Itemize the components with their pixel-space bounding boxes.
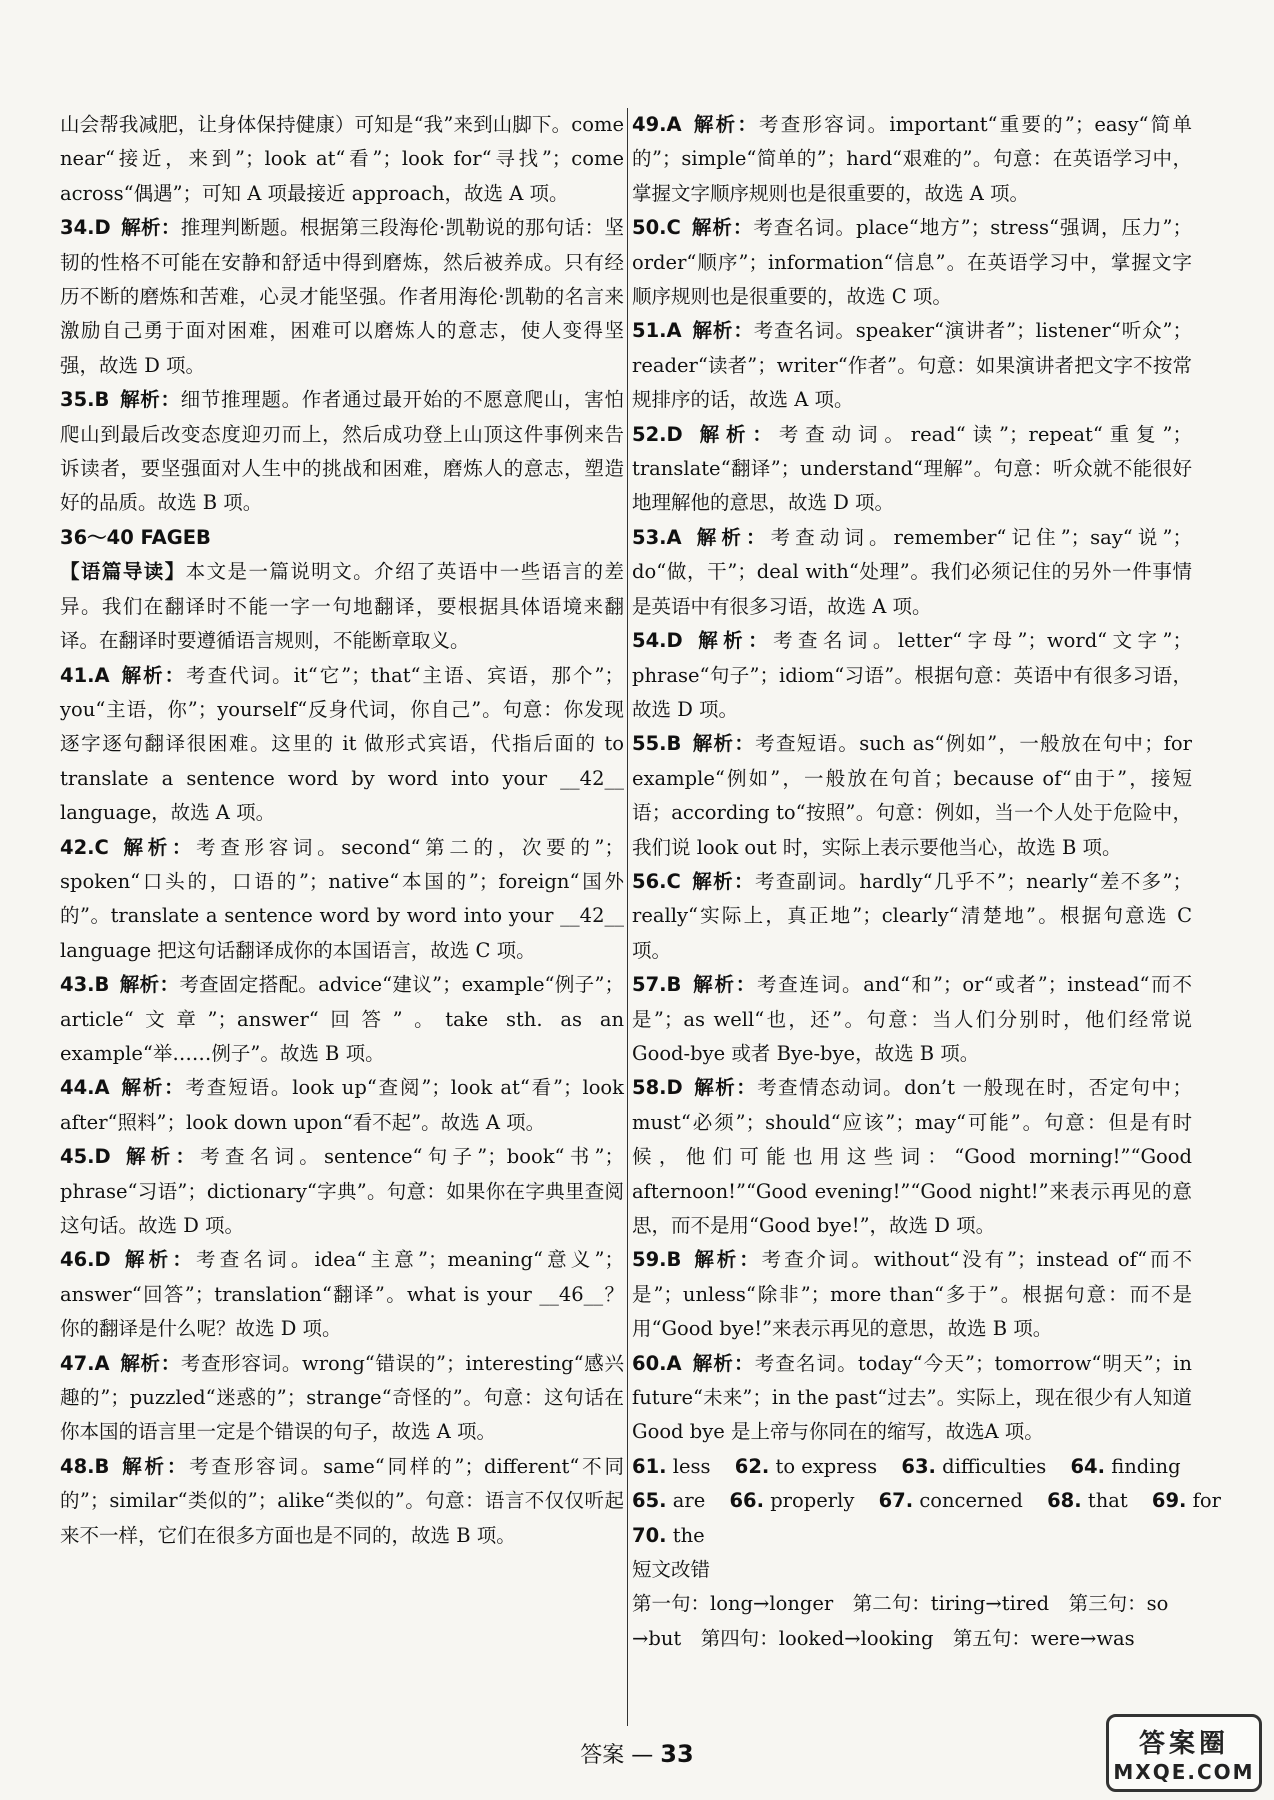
fill-answer-63: 63. difficulties (901, 1454, 1047, 1478)
item-text: 考查名词。idea“主意”；meaning“意义”；answer“回答”；translation“翻译”。what is your __46__？你的翻译是什么呢？故选 D 项。 (60, 1248, 624, 1341)
answer-item-34 (60, 211, 624, 383)
site-watermark-logo (1106, 1714, 1262, 1792)
analysis-tag: 解析： (690, 216, 754, 240)
analysis-tag: 解析： (120, 1145, 201, 1169)
item-number: 42.C (60, 835, 109, 859)
answer-item-57 (632, 968, 1192, 1071)
item-number: 52.D (632, 422, 683, 446)
item-text: 考查情态动词。don’t 一般现在时，否定句中；must“必须”；should“应该”；may“可能”。句意：但是有时候，他们可能也用这些词：“Good morning!”“Good afternoon!”“Good evening!”“Good night!”来表示再见的意思，而不是用“Good bye!”，故选 D 项。 (632, 1076, 1192, 1237)
analysis-tag: 解析： (119, 663, 187, 687)
analysis-tag: 解析： (691, 113, 760, 136)
analysis-tag: 解析： (120, 216, 181, 240)
fill-answers-row-1 (632, 1450, 1192, 1484)
item-text: 考查形容词。wrong“错误的”；interesting“感兴趣的”；puzzled“迷惑的”；strange“奇怪的”。句意：这句话在你本国的语言里一定是个错误的句子，故选 A 项。 (60, 1351, 624, 1444)
item-text: 考查名词。sentence“句子”；book“书”；phrase“习语”；dictionary“字典”。句意：如果你在字典里查阅这句话。故选 D 项。 (60, 1145, 624, 1237)
item-text: 考查连词。and“和”；or“或者”；instead“而不是”；as well“也，还”。句意：当人们分别时，他们经常说 Good-bye 或者 Bye-bye，故选 B 项。 (632, 973, 1192, 1065)
fill-answer-64: 64. finding (1070, 1454, 1181, 1478)
item-text: 考查短语。such as“例如”，一般放在句中；for example“例如”，一般放在句首；because of“由于”，接短语；according to“按照”。句意：例如，当一个人处于危险中，我们说 look out 时，实际上表示要他当心，故选 B 项。 (632, 732, 1192, 859)
fill-answers-row-2 (632, 1484, 1221, 1518)
item-number: 60.A (632, 1351, 682, 1375)
item-number: 35.B (60, 388, 110, 412)
analysis-tag: 解析： (691, 1351, 755, 1375)
answer-item-51 (632, 314, 1192, 417)
items-group-a (60, 211, 624, 521)
answer-item-47 (60, 1347, 624, 1450)
item-text: 考查形容词。second“第二的，次要的”；spoken“口头的，口语的”；native“本国的”；foreign“国外的”。translate a sentence word by word into your __42__ language 把这句话翻译成你的本国语言，故选 C 项。 (60, 835, 624, 962)
answer-item-54 (632, 624, 1192, 727)
analysis-tag: 解析： (118, 835, 197, 859)
fill-answer-70: 70. the (632, 1523, 705, 1547)
analysis-tag: 解析： (691, 319, 754, 343)
item-text: 考查形容词。important“重要的”；easy“简单的”；simple“简单的”；hard“艰难的”。句意：在英语学习中，掌握文字顺序规则也是很重要的，故选 A 项。 (632, 113, 1192, 205)
item-number: 34.D (60, 216, 111, 240)
item-text: 细节推理题。作者通过最开始的不愿意爬山，害怕爬山到最后改变态度迎刃而上，然后成功登上山顶这件事例来告诉读者，要坚强面对人生中的挑战和困难，磨炼人的意志，塑造好的品质。故选 B 项。 (60, 388, 624, 515)
item-text: 推理判断题。根据第三段海伦·凯勒说的那句话：坚韧的性格不可能在安静和舒适中得到磨炼，然后被养成。只有经历不断的磨炼和苦难，心灵才能坚强。作者用海伦·凯勒的名言来激励自己勇于面对困难，困难可以磨炼人的意志，使人变得坚强，故选 D 项。 (60, 216, 624, 377)
guide-label: 【语篇导读】 (60, 560, 186, 584)
footer-label: 答案 — (580, 1743, 654, 1768)
analysis-tag: 解析： (119, 388, 181, 412)
fill-answer-65: 65. are (632, 1489, 706, 1513)
passage-guide (60, 555, 624, 658)
answer-item-56 (632, 865, 1192, 968)
correction-line-1: 第一句：long→longer 第二句：tiring→tired 第三句：so (632, 1592, 1169, 1616)
analysis-tag: 解析： (119, 1351, 181, 1375)
item-number: 45.D (60, 1145, 111, 1169)
fill-answer-62: 62. to express (734, 1454, 878, 1478)
item-number: 48.B (60, 1454, 110, 1478)
answer-item-45 (60, 1140, 624, 1243)
item-text: 考查名词。speaker“演讲者”；listener“听众”；reader“读者”；writer“作者”。句意：如果演讲者把文字不按常规排序的话，故选 A 项。 (632, 319, 1192, 412)
item-number: 56.C (632, 869, 681, 893)
page-number: 33 (660, 1740, 694, 1768)
item-text: 考查短语。look up“查阅”；look at“看”；look after“照料”；look down upon“看不起”。故选 A 项。 (60, 1076, 624, 1134)
correction-line-2: →but 第四句：looked→looking 第五句：were→was (632, 1626, 1135, 1650)
items-group-b (60, 659, 624, 1554)
analysis-tag: 解析： (119, 973, 180, 997)
answer-item-44 (60, 1071, 624, 1140)
item-number: 43.B (60, 973, 110, 997)
item-text: 考查名词。letter“字母”；word“文字”；phrase“句子”；idiom“习语”。根据句意：英语中有很多习语，故选 D 项。 (632, 629, 1192, 721)
item-text: 考查代词。it“它”；that“主语、宾语，那个”；you“主语，你”；yourself“反身代词，你自己”。句意：你发现逐字逐句翻译很困难。这里的 it 做形式宾语，代指后面的 to translate a sentence word by word into your __42__ language，故选 A 项。 (60, 663, 624, 825)
answer-item-58 (632, 1071, 1192, 1243)
analysis-tag: 解析： (120, 1248, 197, 1272)
answer-item-52 (632, 418, 1192, 521)
left-column (60, 108, 624, 1553)
correction-title: 短文改错 (632, 1558, 711, 1582)
item-number: 49.A (632, 113, 682, 136)
watermark-line-1: 答案圈 (1138, 1728, 1229, 1759)
answer-item-55 (632, 727, 1192, 865)
analysis-tag: 解析： (690, 869, 755, 893)
item-number: 57.B (632, 973, 682, 997)
answer-item-60 (632, 1347, 1192, 1450)
right-column (632, 108, 1221, 1656)
item-number: 41.A (60, 663, 110, 687)
item-text: 考查介词。without“没有”；instead of“而不是”；unless“除非”；more than“多于”。根据句意：而不是用“Good bye!”来表示再见的意思，故选 B 项。 (632, 1248, 1192, 1341)
item-text: 考查形容词。same“同样的”；different“不同的”；similar“类似的”；alike“类似的”。句意：语言不仅仅听起来不一样，它们在很多方面也是不同的，故选 B 项。 (60, 1454, 624, 1547)
analysis-tag: 解析： (691, 732, 756, 756)
answer-item-43 (60, 968, 624, 1071)
answer-item-49 (632, 108, 1192, 211)
fill-answer-68: 68. that (1047, 1489, 1128, 1513)
analysis-tag: 解析： (691, 973, 757, 997)
analysis-tag: 解析： (692, 1076, 758, 1100)
analysis-tag: 解析： (119, 1454, 190, 1478)
intro-paragraph: 山会帮我减肥，让身体保持健康）可知是“我”来到山脚下。come near“接近，来到”；look at“看”；look for“寻找”；come across“偶遇”；可知 A 项最接近 approach，故选 A 项。 (60, 113, 624, 205)
answer-item-41 (60, 659, 624, 831)
item-number: 50.C (632, 216, 681, 240)
item-number: 51.A (632, 319, 682, 343)
answer-item-50 (632, 211, 1192, 314)
analysis-tag: 解析： (692, 629, 774, 653)
item-text: 考查副词。hardly“几乎不”；nearly“差不多”；really“实际上，真正地”；clearly“清楚地”。根据句意选 C 项。 (632, 869, 1192, 962)
fill-answer-69: 69. for (1151, 1489, 1221, 1513)
item-number: 44.A (60, 1076, 110, 1100)
answer-item-53 (632, 521, 1192, 624)
item-text: 考查名词。today“今天”；tomorrow“明天”；in future“未来”；in the past“过去”。实际上，现在很少有人知道 Good bye 是上帝与你同在的缩写，故选A 项。 (632, 1351, 1192, 1444)
page-footer (0, 1738, 1274, 1769)
answers-36-40: 36～40 FAGEB (60, 525, 211, 549)
answer-item-48 (60, 1450, 624, 1553)
guide-text: 本文是一篇说明文。介绍了英语中一些语言的差异。我们在翻译时不能一字一句地翻译，要根据具体语境来翻译。在翻译时要遵循语言规则，不能断章取义。 (60, 560, 624, 653)
item-number: 54.D (632, 629, 683, 653)
analysis-tag: 解析： (691, 525, 771, 549)
item-text: 考查名词。place“地方”；stress“强调，压力”；order“顺序”；information“信息”。在英语学习中，掌握文字顺序规则也是很重要的，故选 C 项。 (632, 216, 1192, 309)
analysis-tag: 解析： (692, 422, 779, 446)
fill-answer-66: 66. properly (729, 1489, 855, 1513)
item-text: 考查固定搭配。advice“建议”；example“例子”；article“文章”；answer“回答”。take sth. as an example“举……例子”。故选 B 项。 (60, 973, 624, 1065)
item-number: 53.A (632, 525, 682, 549)
item-number: 55.B (632, 732, 682, 756)
column-divider (627, 108, 628, 1726)
answer-item-42 (60, 831, 624, 969)
item-number: 58.D (632, 1076, 683, 1100)
item-number: 47.A (60, 1351, 110, 1375)
item-number: 59.B (632, 1248, 682, 1272)
fill-answers-row-3 (632, 1519, 1192, 1553)
analysis-tag: 解析： (119, 1076, 186, 1100)
analysis-tag: 解析： (691, 1248, 762, 1272)
answer-item-46 (60, 1243, 624, 1346)
fill-answer-67: 67. concerned (878, 1489, 1023, 1513)
item-text: 考查动词。read“读”；repeat“重复”；translate“翻译”；understand“理解”。句意：听众就不能很好地理解他的意思，故选 D 项。 (632, 422, 1192, 515)
item-text: 考查动词。remember“记住”；say“说”；do“做，干”；deal with“处理”。我们必须记住的另外一件事情是英语中有很多习语，故选 A 项。 (632, 525, 1192, 618)
watermark-line-2: MXQE.COM (1113, 1759, 1255, 1784)
answer-item-35 (60, 383, 624, 521)
fill-answer-61: 61. less (632, 1454, 711, 1478)
answer-item-59 (632, 1243, 1192, 1346)
item-number: 46.D (60, 1248, 111, 1272)
